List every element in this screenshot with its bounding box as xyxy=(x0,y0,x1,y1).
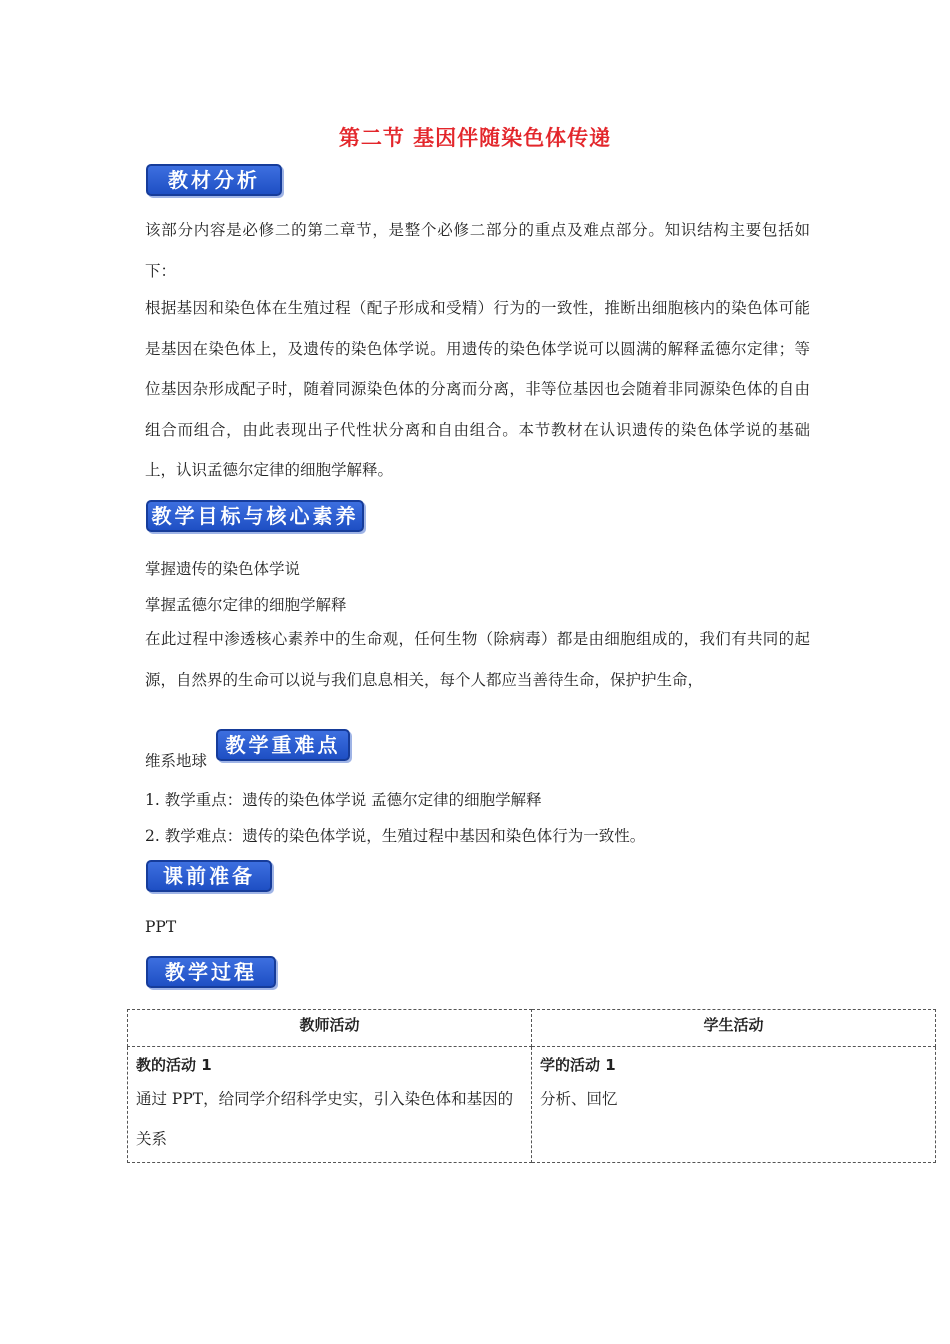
goal-item-2: 掌握孟德尔定律的细胞学解释 xyxy=(145,596,347,614)
analysis-paragraph-2: 根据基因和染色体在生殖过程（配子形成和受精）行为的一致性，推断出细胞核内的染色体可能是基因在染色体上，及遗传的染色体学说。用遗传的染色体学说可以圆满的解释孟德尔定律；等位基因杂形成配子时，随着同源染色体的分离而分离，非等位基因也会随着非同源染色体的自由组合而组合，由此表现出子代性状分离和自由组合。本节教材在认识遗传的染色体学说的基础上，认识孟德尔定律的细胞学解释。 xyxy=(145,299,810,479)
student-activity-text: 分析、回忆 xyxy=(540,1090,618,1108)
teacher-activity-text: 通过 PPT，给同学介绍科学史实，引入染色体和基因的关系 xyxy=(136,1090,514,1148)
goal-paragraph-3-tail: 维系地球 xyxy=(145,752,208,770)
goal-paragraph-3: 在此过程中渗透核心素养中的生命观，任何生物（除病毒）都是由细胞组成的，我们有共同的起源，自然界的生命可以说与我们息息相关，每个人都应当善待生命，保护护生命， xyxy=(145,630,810,689)
prep-text: PPT xyxy=(145,918,177,936)
keypoint-item-1: 1. 教学重点：遗传的染色体学说 孟德尔定律的细胞学解释 xyxy=(145,791,542,809)
keypoint-item-2: 2. 教学难点：遗传的染色体学说，生殖过程中基因和染色体行为一致性。 xyxy=(145,827,646,845)
section-badge-prep: 课前准备 xyxy=(146,860,272,892)
table-row xyxy=(128,1047,936,1163)
section-badge-keypoints: 教学重难点 xyxy=(216,729,350,761)
teacher-activity-title: 教的活动 1 xyxy=(136,1056,212,1074)
column-header-student: 学生活动 xyxy=(532,1010,936,1047)
section-badge-process: 教学过程 xyxy=(146,956,276,988)
process-table xyxy=(127,1009,936,1163)
page-title: 第二节 基因伴随染色体传递 xyxy=(338,126,612,150)
goal-item-1: 掌握遗传的染色体学说 xyxy=(145,560,301,578)
table-header-row xyxy=(128,1010,936,1047)
section-badge-analysis: 教材分析 xyxy=(146,164,282,196)
student-activity-cell xyxy=(532,1047,936,1163)
teacher-activity-cell xyxy=(128,1047,532,1163)
section-badge-goals: 教学目标与核心素养 xyxy=(146,500,364,532)
student-activity-title: 学的活动 1 xyxy=(540,1056,616,1074)
column-header-teacher: 教师活动 xyxy=(128,1010,532,1047)
analysis-paragraph-1: 该部分内容是必修二的第二章节，是整个必修二部分的重点及难点部分。知识结构主要包括如下： xyxy=(145,221,810,280)
